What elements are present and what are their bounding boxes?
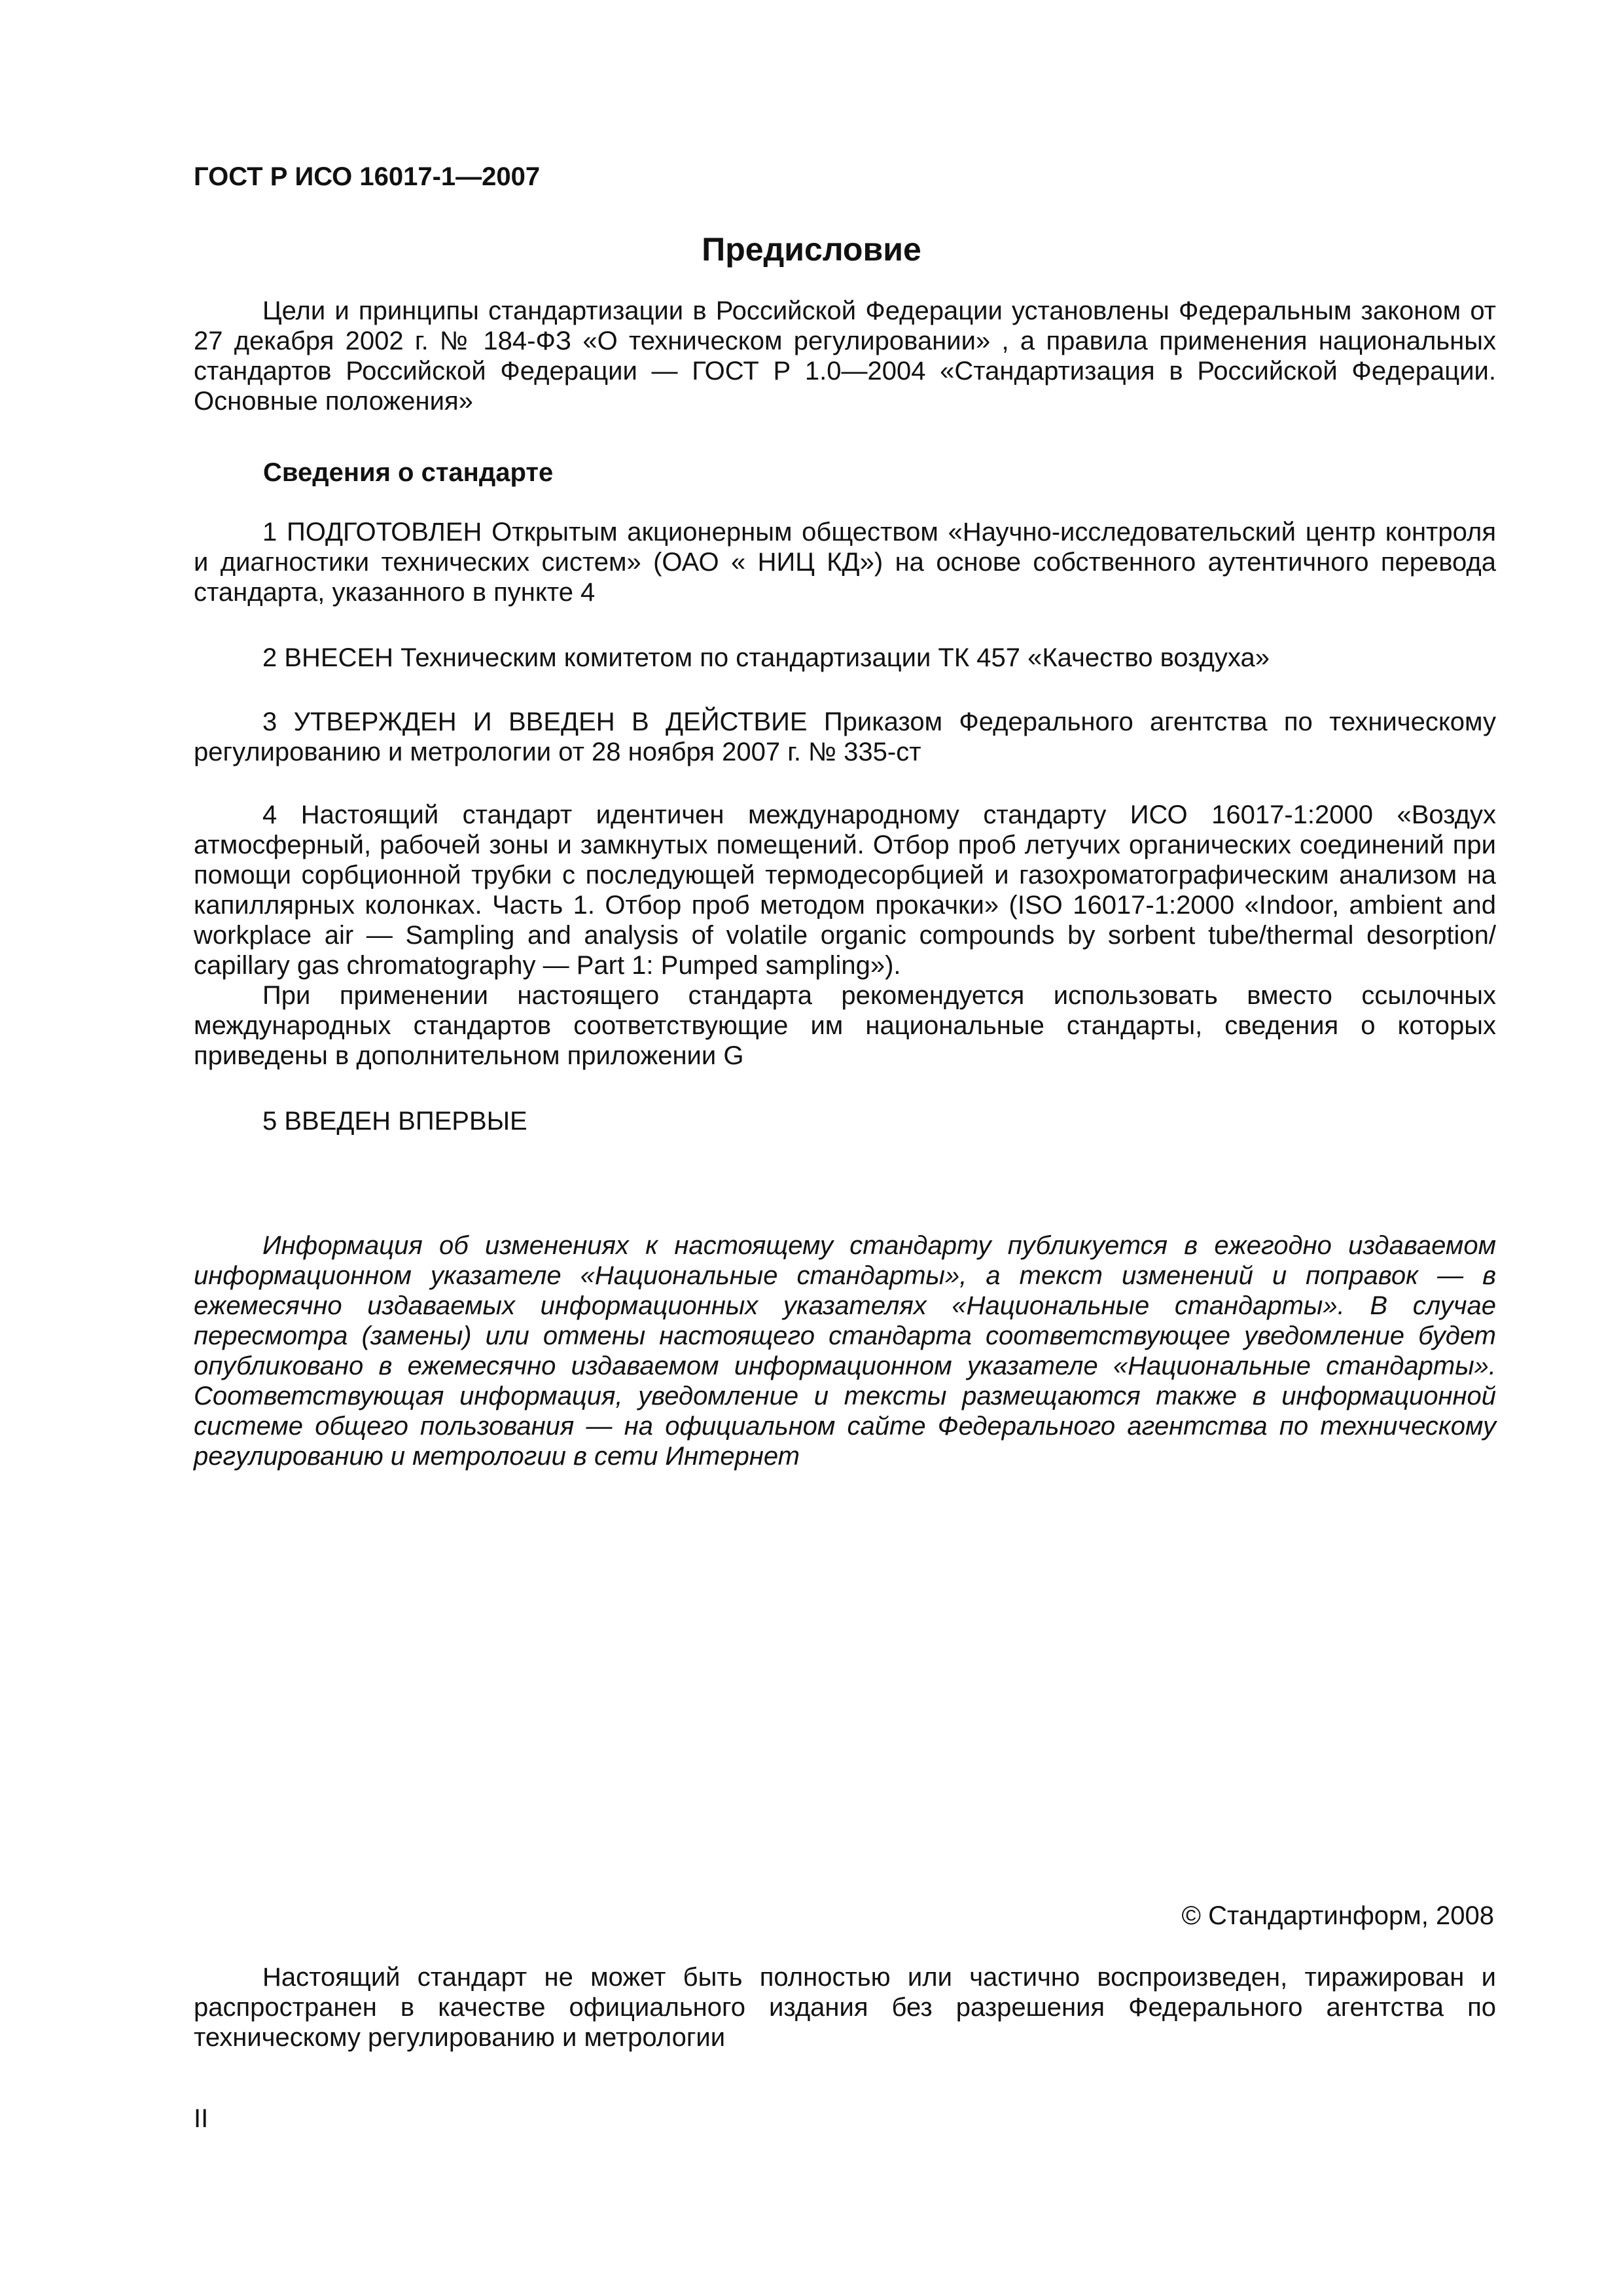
reproduction-notice: Настоящий стандарт не может быть полностью или частично воспроизведен, тиражирован и распространен в качестве официального издания без разрешения Федерального агентства по техническому регулированию и метрологии	[194, 1963, 1496, 2052]
item-4-note: При применении настоящего стандарта рекомендуется использовать вместо ссылочных международных стандартов соответствующие им национальные стандарты, сведения о которых приведены в дополнительном приложении G	[194, 981, 1496, 1070]
section-subheading: Сведения о стандарте	[263, 458, 554, 487]
copyright: © Стандартинформ, 2008	[1181, 1901, 1494, 1930]
page-title: Предисловие	[702, 231, 921, 268]
item-1: 1 ПОДГОТОВЛЕН Открытым акционерным обществом «Научно-исследовательский центр контроля и диагностики технических систем» (ОАО « НИЦ КД») на основе собственного аутентичного перевода стандарта, указанного в пункте 4	[194, 518, 1496, 607]
intro-paragraph: Цели и принципы стандартизации в Российской Федерации установлены Федеральным законом от 27 декабря 2002 г. № 184-ФЗ «О техническом регулировании» , а правила применения национальных стандартов Российской Федерации — ГОСТ Р 1.0—2004 «Стандартизация в Российской Федерации. Основные положения»	[194, 296, 1496, 416]
changes-notice: Информация об изменениях к настоящему стандарту публикуется в ежегодно издаваемом информационном указателе «Национальные стандарты», а текст изменений и поправок — в ежемесячно издаваемых информационных указателях «Национальные стандарты». В случае пересмотра (замены) или отмены настоящего стандарта соответствующее уведомление будет опубликовано в ежемесячно издаваемом информационном указателе «Национальные стандарты». Соответствующая информация, уведомление и тексты размещаются также в информационной системе общего пользования — на официальном сайте Федерального агентства по техническому регулированию и метрологии в сети Интернет	[194, 1231, 1496, 1471]
page-number: II	[194, 2104, 209, 2133]
item-4: 4 Настоящий стандарт идентичен международному стандарту ИСО 16017-1:2000 «Воздух атмосферный, рабочей зоны и замкнутых помещений. Отбор проб летучих органических соединений при помощи сорбционной трубки с последующей термодесорбцией и газохроматографическим анализом на капиллярных колонках. Часть 1. Отбор проб методом прокачки» (ISO 16017-1:2000 «Indoor, ambient and workplace air — Sampling and analysis of volatile organic compounds by sorbent tube/thermal desorption/ capillary gas chromatography — Part 1: Pumped sampling»).	[194, 800, 1496, 980]
item-2: 2 ВНЕСЕН Техническим комитетом по стандартизации ТК 457 «Качество воздуха»	[262, 643, 1270, 672]
item-3: 3 УТВЕРЖДЕН И ВВЕДЕН В ДЕЙСТВИЕ Приказом Федерального агентства по техническому регулированию и метрологии от 28 ноября 2007 г. № 335-ст	[194, 708, 1496, 766]
document-number: ГОСТ Р ИСО 16017-1—2007	[194, 162, 541, 191]
item-5: 5 ВВЕДЕН ВПЕРВЫЕ	[262, 1107, 527, 1136]
